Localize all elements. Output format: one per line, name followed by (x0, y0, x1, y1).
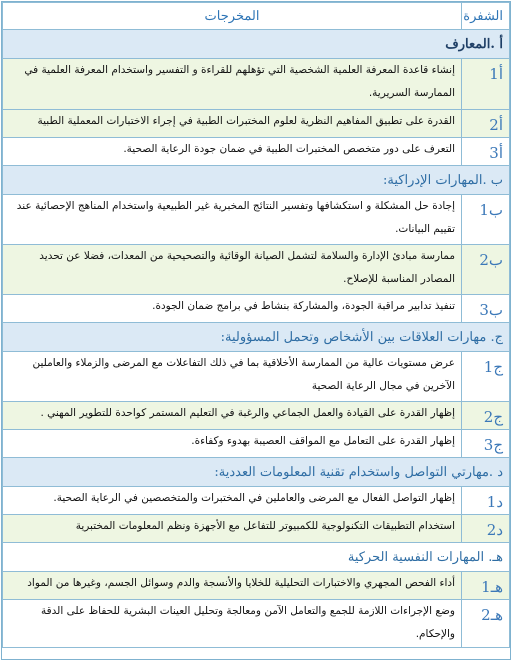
table-row (3, 195, 510, 245)
section-row (3, 543, 510, 572)
table-row (3, 402, 510, 430)
row-text: وضع الإجراءات اللازمة للجمع والتعامل الآمن ومعالجة وتحليل العينات البشرية للحفاظ على الدقة والإحكام. (3, 600, 462, 648)
row-code: ب2 (462, 245, 510, 295)
learning-outcomes-table (2, 2, 510, 648)
section-title: د .مهارتي التواصل واستخدام تقنية المعلومات العددية: (3, 458, 510, 487)
row-code: د1 (462, 487, 510, 515)
row-code: هـ2 (462, 600, 510, 648)
section-title: أ .المعارف (3, 30, 510, 59)
row-code: ج1 (462, 352, 510, 402)
section-row (3, 166, 510, 195)
row-code: د2 (462, 515, 510, 543)
table-row (3, 295, 510, 323)
row-text: القدرة على تطبيق المفاهيم النظرية لعلوم المختبرات الطبية في إجراء الاختبارات المعملية الطبية (3, 110, 462, 138)
row-code: ج3 (462, 430, 510, 458)
table-row (3, 59, 510, 110)
outcomes-table-container (1, 1, 511, 660)
row-text: استخدام التطبيقات التكنولوجية للكمبيوتر للتفاعل مع الأجهزة ونظم المعلومات المختبرية (3, 515, 462, 543)
row-text: إظهار التواصل الفعال مع المرضى والعاملين في المختبرات والمتخصصين في الرعاية الصحية. (3, 487, 462, 515)
table-row (3, 515, 510, 543)
section-title: ب .المهارات الإدراكية: (3, 166, 510, 195)
table-row (3, 110, 510, 138)
section-title: هـ. المهارات النفسية الحركية (3, 543, 510, 572)
header-code: الشفرة (462, 3, 510, 30)
table-row (3, 352, 510, 402)
row-code: أ1 (462, 59, 510, 110)
row-text: إظهار القدرة على القيادة والعمل الجماعي والرغبة في التعليم المستمر كواحدة للتطوير المهني . (3, 402, 462, 430)
table-header-row (3, 3, 510, 30)
row-text: التعرف على دور متخصص المختبرات الطبية في ضمان جودة الرعاية الصحية. (3, 138, 462, 166)
table-row (3, 572, 510, 600)
row-text: إنشاء قاعدة المعرفة العلمية الشخصية التي تؤهلهم للقراءة و التفسير واستخدام المعرفة العلمية في الممارسة السريرية. (3, 59, 462, 110)
table-row (3, 138, 510, 166)
section-title: ج. مهارات العلاقات بين الأشخاص وتحمل المسؤولية: (3, 323, 510, 352)
table-row (3, 245, 510, 295)
row-text: إظهار القدرة على التعامل مع المواقف العصيبة بهدوء وكفاءة. (3, 430, 462, 458)
section-row (3, 30, 510, 59)
header-outcome: المخرجات (3, 3, 462, 30)
section-row (3, 323, 510, 352)
table-row (3, 487, 510, 515)
row-code: هـ1 (462, 572, 510, 600)
row-text: أداء الفحص المجهري والاختبارات التحليلية للخلايا والأنسجة والدم وسوائل الجسم، وغيرها من المواد (3, 572, 462, 600)
row-text: عرض مستويات عالية من الممارسة الأخلاقية بما في ذلك التفاعلات مع المرضى والزملاء والعاملين الآخرين في مجال الرعاية الصحية (3, 352, 462, 402)
row-code: أ3 (462, 138, 510, 166)
row-code: ب3 (462, 295, 510, 323)
row-text: ممارسة مبادئ الإدارة والسلامة لتشمل الصيانة الوقائية والتصحيحية من المعدات، فضلا عن تحديد المصادر المناسبة للإصلاح. (3, 245, 462, 295)
row-code: ب1 (462, 195, 510, 245)
table-row (3, 430, 510, 458)
row-text: إجادة حل المشكلة و استكشافها وتفسير النتائج المخبرية غير الطبيعية واستخدام المناهج الإحصائية عند تقييم البيانات. (3, 195, 462, 245)
row-text: تنفيذ تدابير مراقبة الجودة، والمشاركة بنشاط في برامج ضمان الجودة. (3, 295, 462, 323)
row-code: ج2 (462, 402, 510, 430)
row-code: أ2 (462, 110, 510, 138)
section-row (3, 458, 510, 487)
table-row (3, 600, 510, 648)
